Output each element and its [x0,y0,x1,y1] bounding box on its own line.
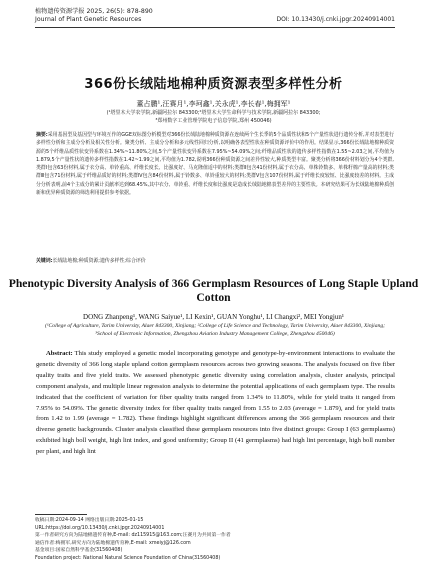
english-abstract-text: This study employed a genetic model incorporating genotype and genotype-by-environment interactions to evaluate the genetic diversity of 366 long staple upland cotton germplasm resources across two growing seasons. The analysis focused on five fiber quality traits and five yield traits. We assessed phenotypic genetic diversity using correlation analysis, cluster analysis, principal component analysis, and multiple linear regression analysis to determine the potential applications of each germplasm type. The results indicated that the coefficient of variation for fiber quality traits ranged from 1.34% to 11.80%, while for yield traits it ranged from 7.95% to 54.09%. The genetic diversity index for fiber quality traits ranged from 1.55 to 2.03 (average = 1.879), and for yield traits from 1.42 to 1.99 (average = 1.782). These findings highlight significant differences among the 366 germplasm resources and their diverse genetic backgrounds. Cluster analysis classified these germplasm resources into five distinct groups: Group I (63 germplasms) exhibited high boll weight, high lint index, and good uniformity; Group II (41 germplasms) had high lint percentage, high boll number per plant, and high lint [36,350,395,456]
chinese-title: 366份长绒陆地棉种质资源表型多样性分析 [84,77,343,92]
english-authors: DONG Zhanpeng¹, WANG Saiyue¹, LI Kexin¹, GUAN Yonghu¹, LI Changxi², MEI Yongjun¹ [83,313,344,321]
chinese-abstract-text: 采用基因型及基因型与环境互作的GGE双标图分析模型对366份长绒陆地棉种质资源在连续两个生长季的5个品质性状和5个产量性状进行遗传分析,并对表型进行多样性分析和主成分分析及相关性分析。聚类分析、主成分分析和多元线性回归分析,以明确各表型性状在种质资源评价中的作用。结果显示,366份长绒陆地棉种质资源的5个纤维品质性状变异系数在1.34%~11.80%之间,5个产量性状变异系数在7.95%~54.09%之间;纤维品质性状的遗传多样性指数在1.55~2.03之间,平均值为1.879,5个产量性状的遗传多样性指数在1.42~1.99之间,平均值为1.782,说明366份种质资源之间差异性较大,种质类型丰富。聚类分析将366份材料划分为4个类群,类群Ⅰ包含63份材料,属于衣分高、单铃重高、纤维长度长、比强度好、马克隆值适中的材料;类群Ⅱ包含41份材料,属于衣分高、单株铃数多、单株籽棉产量高的材料;类群Ⅲ包含71份材料,属于纤维品质好的材料;类群Ⅳ包含84份材料,属于铃数多、单铃重较大的材料;类群Ⅴ包含107份材料,属于纤维长度较短、比强度较差的材料。主成分分析表明,前4个主成分的累计贡献率达到68.45%,其中衣分、单铃重、纤维长度和比强度是造成长绒陆地棉表型差异的主要性状。本研究结果可为长绒陆地棉种质创新和优异种质资源的筛选利用提供参考依据。 [36,132,394,197]
received-date: 收稿日期:2024-09-14 网络出版日期:2025-01-15 [35,518,144,523]
english-title: Phenotypic Diversity Analysis of 366 Germplasm Resources of Long Staple Upland Cotton [8,277,419,304]
footnote-rule [35,514,87,515]
doi-text: DOI: 10.13430/j.cnki.jpgr.20240914001 [276,16,395,23]
chinese-affiliation-1: (¹塔里木大学农学院,新疆阿拉尔 843300;²塔里木大学生命科学与技术学院,新疆阿拉尔 843300; [106,110,321,116]
header-rule [35,27,395,28]
fund-cn: 基金项目:国家自然科学基金(31560408) [35,548,123,554]
chinese-abstract [36,131,394,197]
english-abstract-label: Abstract: [46,350,73,357]
footnote-url: URL:https://doi.org/10.13430/j.cnki.jpgr.20240914001 [35,525,165,531]
journal-en-name: Journal of Plant Genetic Resources [35,16,142,23]
first-author-note: 第一作者研究方向为陆地棉遗传育种,E-mail: dz115915@163.com;汪赛月为共同第一作者 [35,533,231,539]
chinese-abstract-label: 摘要: [36,132,48,138]
chinese-authors: 董占鹏¹,汪赛月¹,李珂鑫¹,关永虎¹,李长春¹,梅拥军¹ [136,100,291,108]
english-affiliations: (¹College of Agriculture, Tarim University, Alaer 843300, Xinjiang; ²College of Life Science and Technology, Tarim University, Alaer 843300, Xinjiang; ³School of Electronic Information, Zhengzhou Aviation Industry Management College, Zhengzhou 450046) [45,323,385,337]
chinese-keywords-label: 关键词: [36,258,53,264]
chinese-affiliation-2: ³郑州数字工业管理学院电子信息学院,郑州 450046) [155,118,272,124]
chinese-keywords [36,257,394,264]
corresponding-author-note: 通信作者:梅拥军,研究方向为陆地棉遗传育种,E-mail: xmeiyj@126.com [35,540,191,546]
chinese-keywords-text: 长绒陆地棉;种质资源;遗传多样性;综合评价 [52,258,146,264]
running-header [35,8,395,24]
footnotes [35,517,395,563]
journal-cn-info: 植物遗传资源学报 2025, 26(5): 878-890 [35,8,153,15]
english-abstract [36,349,395,458]
fund-en: Foundation project: National Natural Science Foundation of China(31560408) [35,555,221,561]
